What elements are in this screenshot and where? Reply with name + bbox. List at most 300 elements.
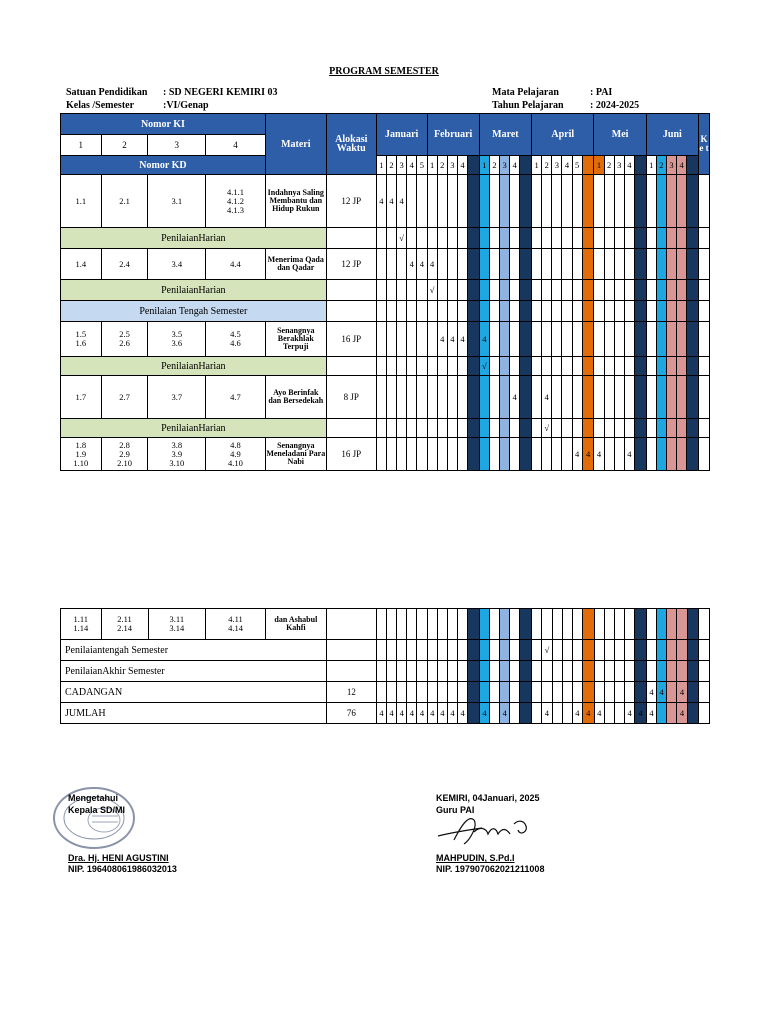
kd-cell: 4.5 4.6: [206, 322, 266, 357]
week-cell: [582, 175, 594, 228]
week-cell: [417, 640, 427, 661]
week-cell: [542, 175, 552, 228]
week-cell: [376, 609, 386, 640]
week-cell: [572, 661, 582, 682]
week-cell: [500, 301, 510, 322]
week-cell: [542, 228, 552, 249]
week-cell: [604, 419, 614, 438]
week-cell: [532, 661, 542, 682]
week-cell: [614, 661, 624, 682]
week-cell: [468, 609, 480, 640]
week-cell: [646, 322, 656, 357]
week-cell: [687, 438, 699, 471]
week-cell: [562, 682, 572, 703]
month-header-mei: Mei: [594, 114, 646, 156]
week-cell: [447, 249, 457, 280]
week-cell: [687, 682, 699, 703]
week-cell: [479, 661, 489, 682]
week-cell: [437, 609, 447, 640]
week-cell: [614, 301, 624, 322]
week-cell: [417, 376, 427, 419]
ket-cell: [699, 640, 710, 661]
week-number: 1: [532, 156, 542, 175]
week-cell: [604, 661, 614, 682]
week-cell: [677, 419, 687, 438]
week-cell: 4: [582, 703, 594, 724]
week-cell: [458, 609, 468, 640]
month-header-april: April: [532, 114, 594, 156]
penilaian-harian-label: PenilaianHarian: [61, 357, 327, 376]
week-cell: [397, 419, 407, 438]
week-cell: [407, 376, 417, 419]
week-cell: [666, 175, 676, 228]
week-cell: [407, 640, 417, 661]
week-cell: [666, 419, 676, 438]
week-cell: [604, 228, 614, 249]
mengetahui-label: Mengetahui: [68, 793, 119, 803]
week-cell: [614, 640, 624, 661]
week-cell: [594, 661, 604, 682]
week-cell: [572, 609, 582, 640]
week-cell: 4: [624, 438, 634, 471]
week-cell: [417, 280, 427, 301]
week-cell: [552, 301, 562, 322]
week-cell: 4: [677, 682, 687, 703]
week-cell: [376, 640, 386, 661]
week-cell: [447, 438, 457, 471]
week-cell: [407, 438, 417, 471]
week-cell: [604, 376, 614, 419]
week-cell: [500, 661, 510, 682]
week-cell: [572, 682, 582, 703]
week-cell: [489, 175, 499, 228]
mapel-label: Mata Pelajaran: [492, 87, 559, 98]
week-cell: [562, 419, 572, 438]
week-cell: [489, 419, 499, 438]
week-cell: [468, 438, 480, 471]
week-cell: [634, 322, 646, 357]
week-cell: √: [427, 280, 437, 301]
week-cell: [594, 301, 604, 322]
week-cell: [634, 376, 646, 419]
week-cell: 4: [437, 703, 447, 724]
materi-cell: Senangnya Berakhlak Terpuji: [265, 322, 326, 357]
kepala-nip: NIP. 196408061986032013: [68, 864, 177, 874]
week-cell: [582, 682, 594, 703]
week-cell: [458, 682, 468, 703]
week-cell: [376, 357, 386, 376]
week-number: 3: [666, 156, 676, 175]
week-cell: 4: [635, 703, 647, 724]
week-cell: [468, 228, 480, 249]
week-cell: [572, 376, 582, 419]
ket-cell: [699, 249, 710, 280]
week-cell: [614, 175, 624, 228]
guru-label: Guru PAI: [436, 805, 475, 815]
week-cell: [687, 322, 699, 357]
week-cell: [532, 682, 542, 703]
week-cell: [594, 609, 604, 640]
week-cell: [666, 249, 676, 280]
week-cell: [614, 376, 624, 419]
ki-number: 3: [148, 135, 206, 156]
ket-cell: [699, 419, 710, 438]
week-cell: [437, 357, 447, 376]
week-number: 1: [594, 156, 604, 175]
week-cell: [646, 228, 656, 249]
week-cell: [510, 280, 520, 301]
week-cell: [677, 249, 687, 280]
week-cell: [687, 249, 699, 280]
week-cell: [520, 703, 532, 724]
week-cell: [625, 682, 635, 703]
week-number: 3: [552, 156, 562, 175]
week-cell: [447, 357, 457, 376]
week-cell: [447, 682, 457, 703]
week-cell: [614, 419, 624, 438]
ket-cell: [699, 609, 710, 640]
tahun-label: Tahun Pelajaran: [492, 100, 564, 111]
week-cell: 4: [510, 376, 520, 419]
week-cell: [604, 357, 614, 376]
week-cell: [387, 640, 397, 661]
ki-number: 2: [101, 135, 148, 156]
materi-cell: dan Ashabul Kahfi: [265, 609, 326, 640]
week-cell: [489, 376, 499, 419]
kd-cell: 2.4: [101, 249, 148, 280]
week-cell: [667, 640, 677, 661]
week-cell: [386, 419, 396, 438]
kd-cell: 2.11 2.14: [101, 609, 148, 640]
week-cell: [687, 280, 699, 301]
materi-header: Materi: [265, 114, 326, 175]
week-cell: [437, 376, 447, 419]
week-cell: [397, 682, 407, 703]
week-cell: [624, 249, 634, 280]
week-cell: [520, 301, 532, 322]
penilaian-tengah-semester-label: Penilaian Tengah Semester: [61, 301, 327, 322]
materi-cell: Senangnya Meneladani Para Nabi: [265, 438, 326, 471]
week-cell: [468, 322, 480, 357]
week-cell: [604, 703, 614, 724]
week-cell: [677, 280, 687, 301]
week-cell: [646, 609, 656, 640]
week-cell: [457, 228, 467, 249]
tahun-value: : 2024-2025: [590, 100, 640, 111]
week-cell: [542, 438, 552, 471]
week-cell: 4: [397, 175, 407, 228]
week-cell: [646, 175, 656, 228]
week-cell: [520, 438, 532, 471]
week-cell: [387, 609, 397, 640]
week-cell: [447, 376, 457, 419]
week-number: 2: [437, 156, 447, 175]
week-cell: [542, 322, 552, 357]
week-cell: [656, 438, 666, 471]
week-cell: 4: [572, 438, 582, 471]
week-cell: [646, 419, 656, 438]
week-cell: [594, 322, 604, 357]
week-cell: [520, 249, 532, 280]
week-cell: [397, 280, 407, 301]
week-cell: 4: [646, 703, 656, 724]
week-cell: [376, 682, 386, 703]
week-cell: √: [542, 640, 552, 661]
week-cell: [510, 301, 520, 322]
week-cell: [447, 640, 457, 661]
week-cell: [376, 438, 386, 471]
week-cell: [397, 609, 407, 640]
week-number: 5: [417, 156, 427, 175]
week-number: 2: [542, 156, 552, 175]
week-number: 3: [447, 156, 457, 175]
week-cell: [594, 357, 604, 376]
week-cell: [666, 280, 676, 301]
week-cell: [437, 228, 447, 249]
week-cell: [427, 609, 437, 640]
week-cell: [417, 322, 427, 357]
week-cell: [604, 682, 614, 703]
kd-cell: 1.8 1.9 1.10: [61, 438, 102, 471]
week-cell: [582, 249, 594, 280]
week-cell: [376, 376, 386, 419]
week-cell: [468, 640, 480, 661]
week-cell: [582, 419, 594, 438]
week-cell: [427, 175, 437, 228]
week-cell: [376, 301, 386, 322]
week-cell: [427, 682, 437, 703]
week-cell: [614, 322, 624, 357]
week-cell: [562, 376, 572, 419]
alokasi-cell: [326, 280, 376, 301]
week-cell: [458, 661, 468, 682]
week-cell: [604, 609, 614, 640]
week-cell: [458, 640, 468, 661]
week-cell: [386, 322, 396, 357]
week-cell: [468, 280, 480, 301]
week-number: 5: [572, 156, 582, 175]
ket-cell: [699, 280, 710, 301]
kd-cell: 3.1: [148, 175, 206, 228]
week-cell: [646, 661, 656, 682]
week-cell: [417, 175, 427, 228]
week-cell: 4: [457, 322, 467, 357]
alokasi-cell: 16 JP: [326, 322, 376, 357]
week-cell: [468, 419, 480, 438]
week-cell: [594, 249, 604, 280]
week-cell: [677, 357, 687, 376]
week-cell: [468, 661, 480, 682]
week-cell: [500, 249, 510, 280]
month-header-januari: Januari: [376, 114, 427, 156]
week-cell: [614, 438, 624, 471]
week-cell: [510, 609, 520, 640]
week-number: 1: [646, 156, 656, 175]
week-cell: 4: [542, 703, 552, 724]
week-cell: [542, 609, 552, 640]
pts2-label: Penilaiantengah Semester: [61, 640, 327, 661]
week-cell: [687, 419, 699, 438]
week-cell: [407, 661, 417, 682]
week-cell: [427, 640, 437, 661]
guru-name: MAHPUDIN, S.Pd.I: [436, 853, 515, 863]
week-cell: [542, 280, 552, 301]
week-cell: [572, 228, 582, 249]
week-cell: [397, 640, 407, 661]
satuan-label: Satuan Pendidikan: [66, 87, 148, 98]
week-cell: [386, 438, 396, 471]
kd-cell: 3.5 3.6: [148, 322, 206, 357]
week-cell: [677, 301, 687, 322]
week-cell: [510, 228, 520, 249]
week-cell: [510, 357, 520, 376]
week-cell: [532, 376, 542, 419]
week-cell: 4: [458, 703, 468, 724]
week-cell: [542, 661, 552, 682]
week-cell: [427, 228, 437, 249]
materi-cell: Menerima Qada dan Qadar: [265, 249, 326, 280]
week-cell: [500, 438, 510, 471]
kd-cell: 2.7: [101, 376, 148, 419]
week-cell: [520, 322, 532, 357]
week-cell: [479, 280, 489, 301]
week-number: 4: [510, 156, 520, 175]
week-cell: [657, 703, 667, 724]
week-cell: [457, 249, 467, 280]
week-cell: [397, 661, 407, 682]
week-cell: [447, 609, 457, 640]
week-cell: [657, 609, 667, 640]
kd-cell: 4.11 4.14: [206, 609, 266, 640]
week-cell: [677, 609, 687, 640]
program-semester-table-continued: [60, 608, 710, 724]
week-cell: [417, 682, 427, 703]
week-cell: [489, 322, 499, 357]
week-cell: [604, 438, 614, 471]
week-cell: [500, 682, 510, 703]
week-cell: [572, 280, 582, 301]
week-cell: [634, 419, 646, 438]
week-cell: [386, 357, 396, 376]
week-cell: [397, 301, 407, 322]
week-cell: 4: [386, 175, 396, 228]
week-cell: [656, 357, 666, 376]
alokasi-cell: [326, 301, 376, 322]
week-cell: [667, 661, 677, 682]
week-number: 2: [489, 156, 499, 175]
week-cell: [437, 280, 447, 301]
kd-cell: 2.5 2.6: [101, 322, 148, 357]
week-cell: [646, 301, 656, 322]
week-cell: [594, 228, 604, 249]
week-cell: [634, 175, 646, 228]
week-cell: [437, 419, 447, 438]
week-cell: [625, 640, 635, 661]
week-cell: [447, 228, 457, 249]
satuan-value: : SD NEGERI KEMIRI 03: [163, 87, 278, 98]
week-cell: [532, 301, 542, 322]
week-cell: [447, 280, 457, 301]
week-cell: [500, 280, 510, 301]
week-cell: 4: [427, 703, 437, 724]
week-cell: [447, 419, 457, 438]
week-cell: [656, 228, 666, 249]
week-cell: [479, 640, 489, 661]
week-cell: [532, 228, 542, 249]
week-number: [520, 156, 532, 175]
week-cell: [562, 703, 572, 724]
kd-cell: 1.1: [61, 175, 102, 228]
week-cell: [656, 419, 666, 438]
week-cell: [479, 682, 489, 703]
cadangan-label: CADANGAN: [61, 682, 327, 703]
week-cell: [646, 249, 656, 280]
kd-cell: 1.7: [61, 376, 102, 419]
week-cell: [572, 249, 582, 280]
week-cell: [520, 682, 532, 703]
week-cell: [594, 175, 604, 228]
week-cell: [417, 661, 427, 682]
week-number: 3: [397, 156, 407, 175]
week-cell: [582, 640, 594, 661]
week-cell: [376, 228, 386, 249]
week-cell: 4: [437, 322, 447, 357]
week-cell: [468, 357, 480, 376]
week-cell: [437, 249, 447, 280]
week-number: 4: [677, 156, 687, 175]
week-cell: [572, 357, 582, 376]
week-cell: [532, 640, 542, 661]
week-cell: [562, 280, 572, 301]
week-cell: [656, 175, 666, 228]
week-cell: [427, 376, 437, 419]
week-cell: [427, 322, 437, 357]
week-cell: [687, 357, 699, 376]
week-cell: [552, 322, 562, 357]
place-date: KEMIRI, 04Januari, 2025: [436, 793, 540, 803]
week-cell: [407, 280, 417, 301]
week-cell: [614, 249, 624, 280]
kepala-name: Dra. Hj. HENI AGUSTINI: [68, 853, 169, 863]
week-cell: [657, 640, 667, 661]
week-number: [634, 156, 646, 175]
alokasi-cell: [326, 419, 376, 438]
week-cell: [520, 175, 532, 228]
week-cell: [594, 682, 604, 703]
alokasi-cell: [326, 357, 376, 376]
week-cell: [417, 301, 427, 322]
week-cell: [490, 703, 500, 724]
week-cell: [376, 661, 386, 682]
week-cell: [500, 376, 510, 419]
week-cell: [687, 175, 699, 228]
week-cell: [490, 682, 500, 703]
guru-nip: NIP. 197907062021211008: [436, 864, 545, 874]
week-cell: [562, 438, 572, 471]
week-cell: [407, 301, 417, 322]
week-cell: [582, 322, 594, 357]
nomor-ki-header: Nomor KI: [61, 114, 266, 135]
kd-cell: 3.7: [148, 376, 206, 419]
week-cell: [666, 376, 676, 419]
week-number: 2: [656, 156, 666, 175]
week-cell: [667, 682, 677, 703]
alokasi-cell: [326, 640, 376, 661]
week-cell: [479, 175, 489, 228]
week-cell: [437, 301, 447, 322]
week-cell: [552, 682, 562, 703]
week-cell: [447, 301, 457, 322]
